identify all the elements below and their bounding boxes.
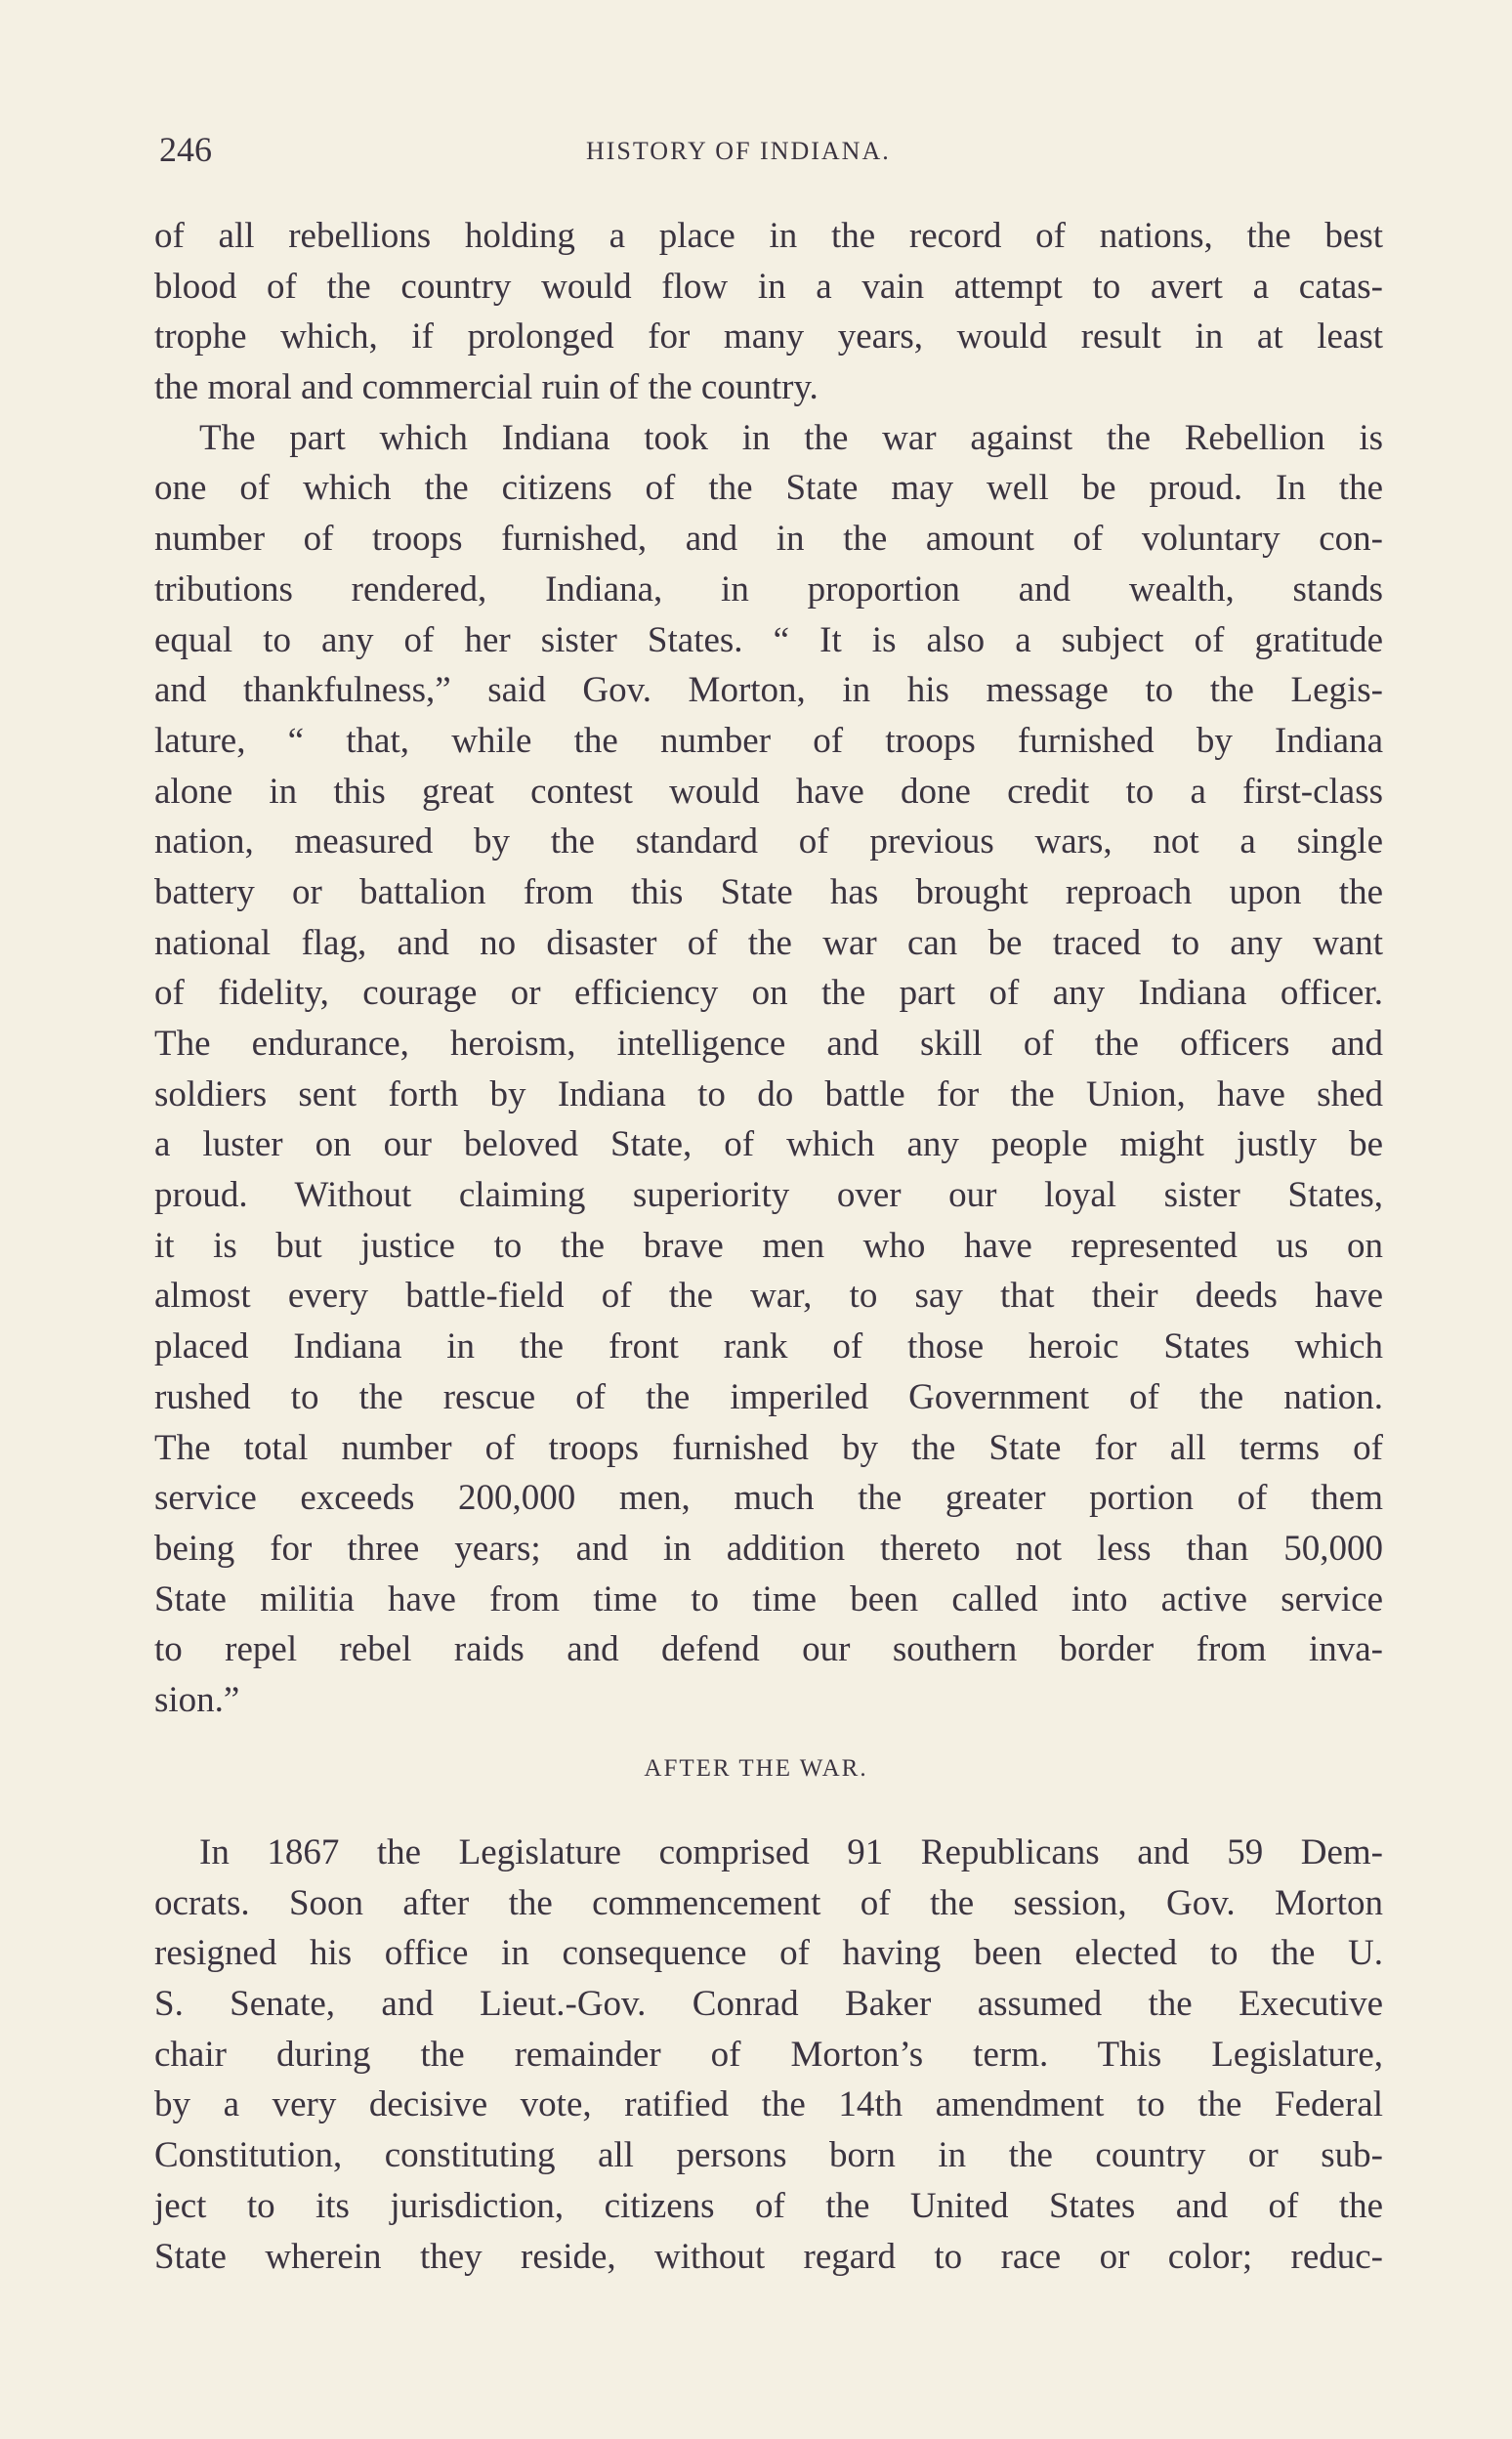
text-line: The total number of troops furnished by the State for all terms of	[154, 1427, 1383, 1468]
text-line: of all rebellions holding a place in the record of nations, the best	[154, 216, 1383, 256]
text-line: alone in this great contest would have done credit to a first-class	[154, 771, 1383, 812]
text-line: the moral and commercial ruin of the country.	[154, 367, 819, 408]
text-line: ocrats. Soon after the commencement of the session, Gov. Morton	[154, 1882, 1383, 1923]
text-line: and thankfulness,” said Gov. Morton, in his message to the Legis-	[154, 670, 1383, 711]
text-line: service exceeds 200,000 men, much the greater portion of them	[154, 1478, 1383, 1519]
text-line: equal to any of her sister States. “ It is also a subject of gratitude	[154, 619, 1383, 660]
text-line: State militia have from time to time been called into active service	[154, 1578, 1383, 1619]
text-line: blood of the country would flow in a vain attempt to avert a catas-	[154, 266, 1383, 307]
text-line: tributions rendered, Indiana, in proportion and wealth, stands	[154, 568, 1383, 610]
text-line: number of troops furnished, and in the amount of voluntary con-	[154, 519, 1383, 560]
text-line: to repel rebel raids and defend our southern border from inva-	[154, 1629, 1383, 1670]
text-line: it is but justice to the brave men who have represented us on	[154, 1225, 1383, 1266]
text-line: battery or battalion from this State has brought reproach upon the	[154, 871, 1383, 912]
text-line: sion.”	[154, 1679, 240, 1720]
text-line: State wherein they reside, without regard to race or color; reduc-	[154, 2236, 1383, 2277]
text-line: of fidelity, courage or efficiency on the part of any Indiana officer.	[154, 973, 1383, 1014]
text-line: nation, measured by the standard of previous wars, not a single	[154, 821, 1383, 862]
text-line: by a very decisive vote, ratified the 14th amendment to the Federal	[154, 2084, 1383, 2125]
text-line: rushed to the rescue of the imperiled Government of the nation.	[154, 1376, 1383, 1417]
text-line: S. Senate, and Lieut.-Gov. Conrad Baker assumed the Executive	[154, 1984, 1383, 2025]
text-line: being for three years; and in addition thereto not less than 50,000	[154, 1528, 1383, 1569]
running-title: HISTORY OF INDIANA.	[586, 137, 891, 165]
text-line: resigned his office in consequence of having been elected to the U.	[154, 1933, 1383, 1974]
text-line: lature, “ that, while the number of troops furnished by Indiana	[154, 720, 1383, 761]
text-line: chair during the remainder of Morton’s term. This Legislature,	[154, 2034, 1383, 2075]
text-line: In 1867 the Legislature comprised 91 Republicans and 59 Dem-	[199, 1832, 1383, 1872]
text-line: ject to its jurisdiction, citizens of the United States and of the	[154, 2185, 1383, 2226]
text-line: Constitution, constituting all persons born in the country or sub-	[154, 2135, 1383, 2176]
page-number: 246	[159, 130, 212, 169]
section-heading: AFTER THE WAR.	[644, 1755, 868, 1782]
text-line: national flag, and no disaster of the war can be traced to any want	[154, 922, 1383, 963]
text-line: The endurance, heroism, intelligence and skill of the officers and	[154, 1024, 1383, 1064]
text-line: proud. Without claiming superiority over our loyal sister States,	[154, 1175, 1383, 1216]
text-line: The part which Indiana took in the war against the Rebellion is	[199, 417, 1383, 458]
text-line: placed Indiana in the front rank of those heroic States which	[154, 1326, 1383, 1367]
text-line: almost every battle-field of the war, to say that their deeds have	[154, 1276, 1383, 1317]
text-line: a luster on our beloved State, of which any people might justly be	[154, 1124, 1383, 1165]
text-line: trophe which, if prolonged for many years, would result in at least	[154, 316, 1383, 357]
body-text-section-2	[154, 1828, 1383, 2282]
text-line: soldiers sent forth by Indiana to do battle for the Union, have shed	[154, 1073, 1383, 1114]
body-text-section-1	[154, 211, 1383, 1726]
text-line: one of which the citizens of the State may well be proud. In the	[154, 468, 1383, 509]
